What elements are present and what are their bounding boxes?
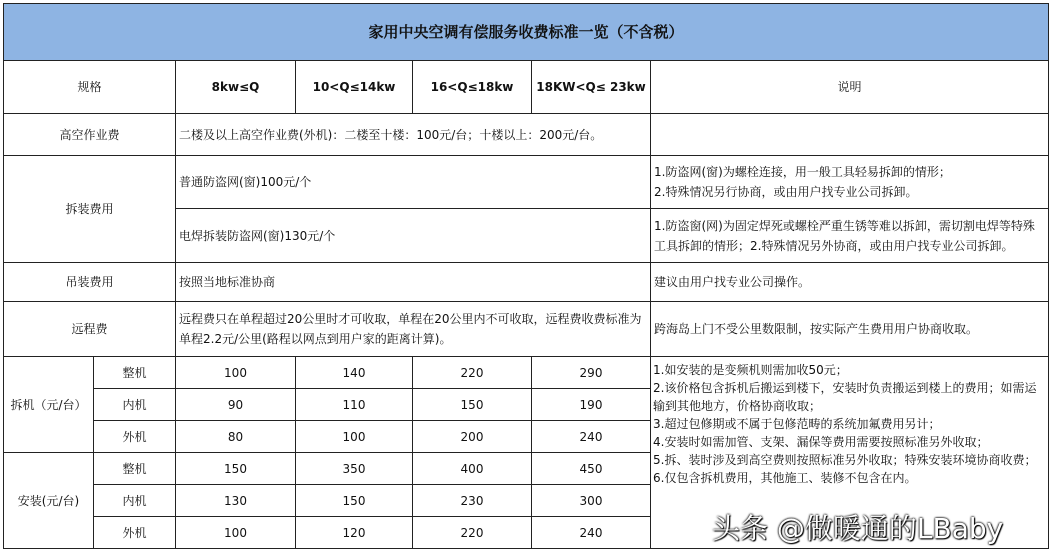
row-label: 高空作业费 — [4, 114, 176, 156]
header-note: 说明 — [651, 61, 1049, 114]
price-cell: 290 — [532, 357, 651, 389]
note-line: 2.该价格包含拆机后搬运到楼下，安装时负责搬运到楼上的费用；如需运输到其他地方，价格协商收取； — [653, 381, 1037, 413]
unit-type: 外机 — [94, 421, 176, 453]
price-cell: 100 — [176, 357, 296, 389]
note-line: 5.拆、装时涉及到高空费则按照标准另外收取；特殊安装环境协商收费； — [653, 453, 1037, 467]
header-spec: 规格 — [4, 61, 176, 114]
price-cell: 120 — [296, 517, 413, 549]
row-content: 普通防盗网(窗)100元/个 — [176, 156, 651, 209]
price-cell: 150 — [413, 389, 532, 421]
unit-type: 整机 — [94, 453, 176, 485]
price-cell: 90 — [176, 389, 296, 421]
price-cell: 190 — [532, 389, 651, 421]
watermark: 头条 @做暖通的LBaby — [712, 512, 1004, 545]
price-cell: 130 — [176, 485, 296, 517]
row-label: 吊装费用 — [4, 263, 176, 302]
header-row — [4, 61, 1049, 114]
row-label: 远程费 — [4, 302, 176, 357]
price-cell: 200 — [413, 421, 532, 453]
header-col: 8kw≤Q — [176, 61, 296, 114]
price-cell: 300 — [532, 485, 651, 517]
row-label: 拆装费用 — [4, 156, 176, 263]
note-line: 1.防盗网(窗)为螺栓连接，用一般工具轻易拆卸的情形； — [654, 165, 951, 179]
note-line: 1.如安装的是变频机则需加收50元； — [653, 363, 848, 377]
row-note: 跨海岛上门不受公里数限制，按实际产生费用用户协商收取。 — [651, 302, 1049, 357]
price-cell: 220 — [413, 517, 532, 549]
price-cell: 100 — [176, 517, 296, 549]
note-line: 4.安装时如需加管、支架、漏保等费用需要按照标准另外收取； — [653, 435, 989, 449]
unit-type: 内机 — [94, 389, 176, 421]
row-content: 电焊拆装防盗网(窗)130元/个 — [176, 209, 651, 263]
note-line: 2.特殊情况另行协商，或由用户找专业公司拆卸。 — [654, 185, 918, 199]
row-content: 远程费只在单程超过20公里时才可收取，单程在20公里内不可收取，远程费收费标准为单程2.2元/公里(路程以网点到用户家的距离计算)。 — [176, 302, 651, 357]
header-col: 18KW<Q≤ 23kw — [532, 61, 651, 114]
fee-table — [3, 3, 1049, 549]
group-label: 拆机（元/台） — [4, 357, 94, 453]
unit-type: 外机 — [94, 517, 176, 549]
row-note — [651, 114, 1049, 156]
price-cell: 150 — [176, 453, 296, 485]
price-cell: 350 — [296, 453, 413, 485]
unit-type: 整机 — [94, 357, 176, 389]
price-cell: 150 — [296, 485, 413, 517]
price-cell: 220 — [413, 357, 532, 389]
hoisting-row — [4, 263, 1049, 302]
price-cell: 400 — [413, 453, 532, 485]
price-cell: 240 — [532, 517, 651, 549]
row-note — [651, 156, 1049, 209]
unit-type: 内机 — [94, 485, 176, 517]
price-cell: 110 — [296, 389, 413, 421]
price-row — [4, 357, 1049, 389]
disassembly-row — [4, 156, 1049, 209]
row-note: 1.防盗窗(网)为固定焊死或螺栓严重生锈等难以拆卸，需切割电焊等特殊工具拆卸的情形；2.特殊情况另外协商，或由用户找专业公司拆卸。 — [651, 209, 1049, 263]
header-col: 10<Q≤14kw — [296, 61, 413, 114]
row-note: 建议由用户找专业公司操作。 — [651, 263, 1049, 302]
note-line: 6.仅包含拆机费用，其他施工、装修不包含在内。 — [653, 471, 917, 485]
table-title: 家用中央空调有偿服务收费标准一览（不含税） — [4, 4, 1049, 61]
price-cell: 100 — [296, 421, 413, 453]
row-content: 按照当地标准协商 — [176, 263, 651, 302]
note-line: 3.超过包修期或不属于包修范畴的系统加氟费用另计； — [653, 417, 941, 431]
row-content: 二楼及以上高空作业费(外机)：二楼至十楼：100元/台；十楼以上：200元/台。 — [176, 114, 651, 156]
price-cell: 80 — [176, 421, 296, 453]
price-cell: 230 — [413, 485, 532, 517]
price-cell: 240 — [532, 421, 651, 453]
price-cell: 450 — [532, 453, 651, 485]
high-altitude-row — [4, 114, 1049, 156]
header-col: 16<Q≤18kw — [413, 61, 532, 114]
price-cell: 140 — [296, 357, 413, 389]
group-label: 安装(元/台) — [4, 453, 94, 549]
remote-row — [4, 302, 1049, 357]
